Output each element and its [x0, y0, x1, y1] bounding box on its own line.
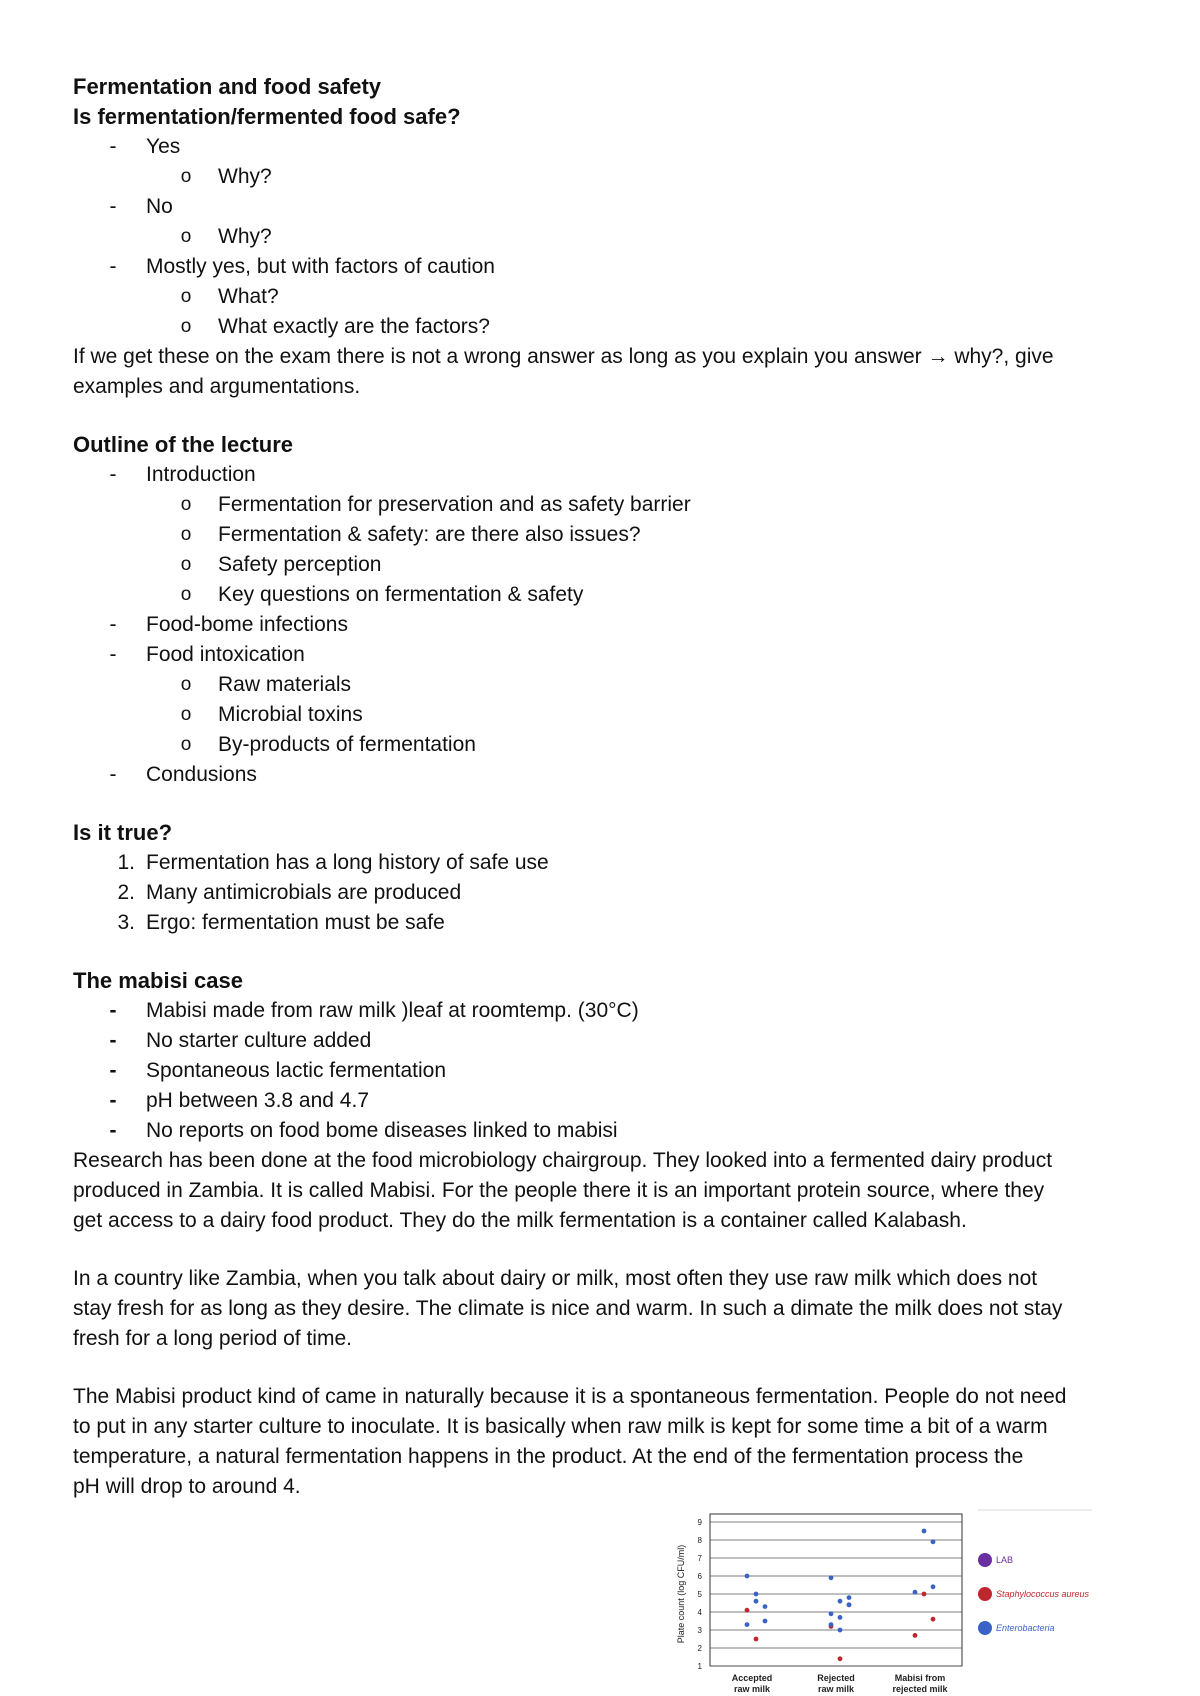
section-question: Is fermentation/fermented food safe? [73, 104, 461, 129]
y-tick-label: 4 [697, 1608, 702, 1617]
data-point [847, 1595, 852, 1600]
sub-list-item: o Microbial toxins [180, 703, 363, 726]
sub-list-item: o What? [180, 285, 279, 308]
paragraph-line: stay fresh for as long as they desire. The climate is nice and warm. In such a dimate the milk does not stay [73, 1297, 1063, 1320]
document-page [73, 72, 1143, 1502]
exam-note-line: examples and argumentations. [73, 375, 361, 398]
y-tick-label: 3 [697, 1626, 702, 1635]
y-tick-label: 8 [697, 1536, 702, 1545]
y-tick-label: 9 [697, 1518, 702, 1527]
y-axis-label: Plate count (log CFU/ml) [676, 1544, 686, 1644]
legend-marker [978, 1621, 992, 1635]
section-title: Fermentation and food safety [73, 74, 382, 99]
data-point [922, 1529, 927, 1534]
section-title: The mabisi case [73, 968, 243, 993]
data-point [838, 1628, 843, 1633]
y-tick-label: 1 [697, 1662, 702, 1671]
sub-list-item: o By-products of fermentation [180, 733, 476, 756]
data-point [829, 1611, 834, 1616]
list-item: - Spontaneous lactic fermentation [109, 1059, 447, 1082]
data-point [754, 1599, 759, 1604]
plot-frame [710, 1514, 962, 1666]
y-tick-label: 2 [697, 1644, 702, 1653]
legend-label: Enterobacteria [996, 1623, 1055, 1633]
sub-list-item: o Fermentation for preservation and as safety barrier [180, 493, 691, 516]
list-item: - No starter culture added [109, 1029, 372, 1052]
x-tick-label: Accepted [731, 1673, 773, 1683]
legend-marker [978, 1587, 992, 1601]
x-tick-label: raw milk [733, 1684, 771, 1694]
paragraph-line: temperature, a natural fermentation happens in the product. At the end of the fermentation process the [73, 1445, 1024, 1468]
list-item: - No [109, 195, 173, 218]
data-point [913, 1633, 918, 1638]
y-tick-label: 7 [697, 1554, 702, 1563]
paragraph-line: to put in any starter culture to inoculate. It is basically when raw milk is kept for some time a bit of a warm [73, 1415, 1048, 1438]
sub-list-item: o Why? [180, 165, 272, 188]
list-item: - pH between 3.8 and 4.7 [109, 1089, 370, 1112]
plate-count-chart [672, 1508, 1092, 1696]
numbered-item: 3. Ergo: fermentation must be safe [117, 911, 445, 934]
section-title: Outline of the lecture [73, 432, 294, 457]
x-tick-label: Rejected [817, 1673, 855, 1683]
list-item: - Food intoxication [109, 643, 305, 666]
list-item: - No reports on food bome diseases linked to mabisi [109, 1119, 618, 1142]
data-point [922, 1592, 927, 1597]
data-point [829, 1622, 834, 1627]
data-point [838, 1615, 843, 1620]
paragraph-line: get access to a dairy food product. They do the milk fermentation is a container called Kalabash. [73, 1209, 967, 1232]
data-point [745, 1622, 750, 1627]
list-item: - Mostly yes, but with factors of caution [109, 255, 495, 278]
data-point [754, 1592, 759, 1597]
data-point [745, 1608, 750, 1613]
list-item: - Condusions [109, 763, 257, 786]
paragraph-line: fresh for a long period of time. [73, 1327, 352, 1350]
data-point [745, 1574, 750, 1579]
paragraph-line: The Mabisi product kind of came in naturally because it is a spontaneous fermentation. People do not need [73, 1385, 1067, 1408]
y-tick-label: 5 [697, 1590, 702, 1599]
section-title: Is it true? [73, 820, 173, 845]
sub-list-item: o Fermentation & safety: are there also issues? [180, 523, 641, 546]
chart-svg [672, 1508, 1092, 1696]
data-point [913, 1590, 918, 1595]
x-tick-label: raw milk [817, 1684, 855, 1694]
sub-list-item: o Why? [180, 225, 272, 248]
data-point [838, 1656, 843, 1661]
data-point [931, 1617, 936, 1622]
legend-label: Staphylococcus aureus [996, 1589, 1090, 1599]
data-point [763, 1604, 768, 1609]
data-point [847, 1602, 852, 1607]
x-tick-label: Mabisi from [894, 1673, 946, 1683]
paragraph-line: In a country like Zambia, when you talk about dairy or milk, most often they use raw milk which does not [73, 1267, 1038, 1290]
data-point [763, 1619, 768, 1624]
list-item: - Introduction [109, 463, 256, 486]
list-item: - Yes [109, 135, 181, 158]
list-item: - Food-bome infections [109, 613, 348, 636]
exam-note-line: If we get these on the exam there is not a wrong answer as long as you explain you answer → why?, give [73, 345, 1054, 368]
paragraph-line: pH will drop to around 4. [73, 1475, 301, 1498]
data-point [829, 1575, 834, 1580]
sub-list-item: o What exactly are the factors? [180, 315, 490, 338]
paragraph-line: produced in Zambia. It is called Mabisi. For the people there it is an important protein source, where they [73, 1179, 1045, 1202]
data-point [838, 1599, 843, 1604]
sub-list-item: o Key questions on fermentation & safety [180, 583, 584, 606]
y-tick-label: 6 [697, 1572, 702, 1581]
data-point [931, 1539, 936, 1544]
data-point [754, 1637, 759, 1642]
data-point [931, 1584, 936, 1589]
numbered-item: 1. Fermentation has a long history of safe use [117, 851, 549, 874]
numbered-item: 2. Many antimicrobials are produced [117, 881, 462, 904]
paragraph-line: Research has been done at the food microbiology chairgroup. They looked into a fermented dairy product [73, 1149, 1053, 1172]
sub-list-item: o Raw materials [180, 673, 352, 696]
list-item: - Mabisi made from raw milk )leaf at roomtemp. (30°C) [109, 999, 639, 1022]
sub-list-item: o Safety perception [180, 553, 382, 576]
legend-label: LAB [996, 1555, 1014, 1565]
x-tick-label: rejected milk [892, 1684, 948, 1694]
legend-marker [978, 1553, 992, 1567]
